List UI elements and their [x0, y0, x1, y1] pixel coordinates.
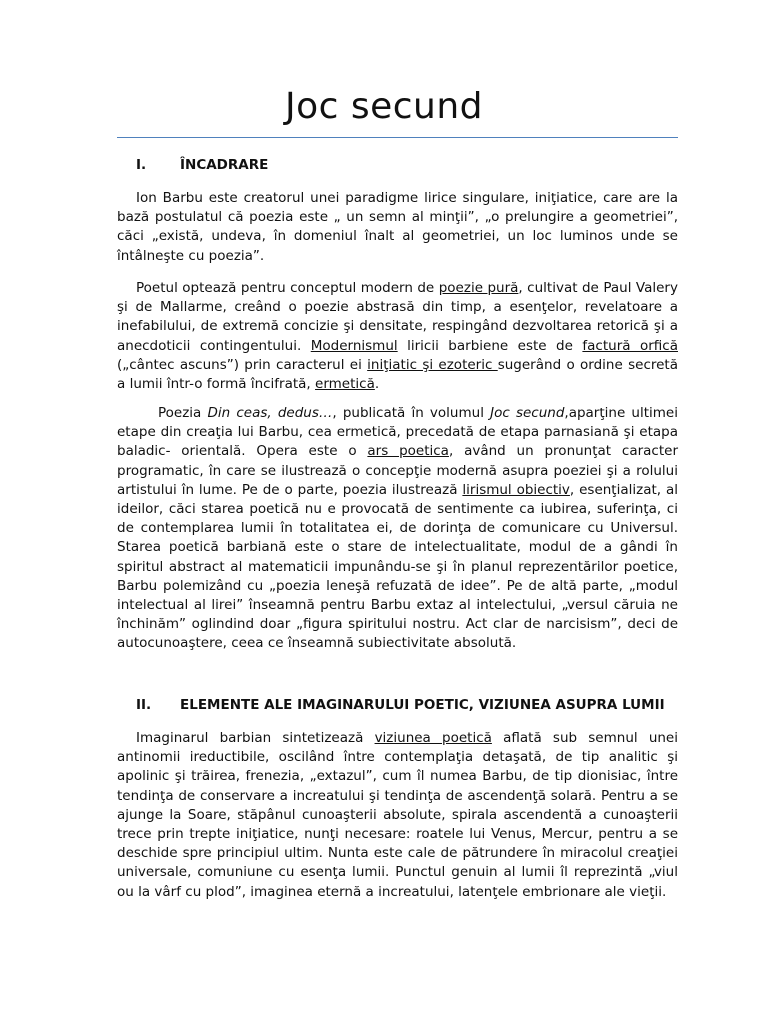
section-elemente-imaginar: [117, 697, 678, 713]
paragraph-block: [117, 279, 678, 394]
text-run: Poetul optează pentru conceptul modern de: [136, 280, 439, 296]
text-run: Ion Barbu este creatorul unei paradigme lirice singulare, iniţiatice, care are la bază postulatul că poezia este „ un semn al minţii”, „o prelungire a geometriei”, căci „există, undeva, în domeniul înalt al geometriei, un loc luminos unde se întâlneşte cu poezia”.: [117, 190, 678, 264]
text-run: , având un pronunţat caracter programatic, în care se ilustrează o concepţie modernă asupra poeziei şi a rolului artistului în lume. Pe de o parte, poezia ilustrează: [117, 443, 679, 498]
underlined-term: iniţiatic şi ezoteric: [367, 356, 498, 373]
text-run: liricii barbiene este de: [397, 337, 583, 354]
paragraph-block: [117, 729, 678, 902]
text-run: Imaginarul barbian sintetizează: [136, 730, 375, 746]
title-underline-rule: [117, 137, 678, 138]
section-heading-text: ELEMENTE ALE IMAGINARULUI POETIC, VIZIUNEA ASUPRA LUMII: [180, 697, 665, 713]
text-run: Poezia: [158, 405, 208, 421]
text-run: aflată sub semnul unei antinomii ireductibile, oscilând între contemplaţia detaşată, de tip analitic şi apolinic şi trăirea, frenezia, „extazul”, cum îl numea Barbu, de tip dionisiac, între tendinţa de conservare a increatului şi tendinţa de ascendenţă solară. Pentru a se ajunge la Soare, stăpânul cunoaşterii absolute, spirala ascendentă a cunoaşterii trece prin trepte iniţiatice, nunţi necesare: roatele lui Venus, Mercur, pentru a se deschide spre principiul ultim. Nunta este cale de pătrundere în miracolul creaţiei universale, comuniune cu esenţa lumii. Punctul genuin al lumii îl reprezintă „viul ou la vârf cu plod”, imaginea eternă a increatului, latenţele embrionare ale vieţii.: [117, 730, 678, 900]
underlined-term: ars poetica: [367, 443, 449, 460]
paragraph: [117, 404, 678, 654]
text-run: („cântec ascuns”) prin caracterul ei: [117, 356, 368, 373]
text-run: ,aparţine ultimei etape din creaţia lui Barbu, cea ermetică, precedată de etapa parnasiană şi etapa baladic- orientală. Opera este o: [117, 405, 678, 460]
section-heading: [117, 157, 678, 173]
document-title: Joc secund: [284, 86, 484, 127]
underlined-term: factură orfică: [582, 337, 678, 354]
italic-title: Din ceas, dedus…: [207, 405, 333, 421]
underlined-term: poezie pură: [438, 280, 519, 296]
text-run: , esenţializat, al ideilor, căci starea poetică nu e provocată de sentimente ca iubirea, suferinţa, ci de contemplarea lumii în totalitatea ei, de dorinţa de comunicare cu Universul. Starea poetică barbiană este o stare de intelectualitate, modul de a gândi în spiritul abstract al matematicii impunându-se şi în planul reprezentărilor poetice, Barbu polemizând cu „poezia leneşă refuzată de idee”. Pe de altă parte, „modul intelectual al lirei” înseamnă pentru Barbu extaz al intelectului, „versul căruia ne închinăm” oglindind doar „figura spiritului nostru. Act clar de narcisism”, deci de autocunoaştere, ceea ce înseamnă subiectivitate absolută.: [117, 481, 678, 652]
paragraph: [117, 279, 678, 394]
paragraph: [117, 729, 678, 902]
paragraph-block: [117, 404, 678, 654]
text-run: , publicată în volumul: [332, 405, 491, 421]
section-heading-text: ÎNCADRARE: [180, 157, 269, 173]
section-incadrare: [117, 157, 678, 173]
underlined-term: Modernismul: [310, 337, 398, 354]
text-run: sugerând o ordine secretă a lumii într-o formă încifrată,: [117, 356, 678, 393]
section-heading: [117, 697, 678, 713]
text-run: , cultivat de Paul Valery şi de Mallarme, creând o poezie abstrasă din timp, a esenţelor, revelatoare a inefabilului, de extremă concizie şi densitate, respingând dezvoltarea retorică şi a anecdoticii contingentului.: [117, 280, 678, 354]
underlined-term: viziunea poetică: [374, 730, 492, 746]
paragraph-block: [117, 189, 678, 266]
text-run: .: [374, 376, 380, 393]
underlined-term: lirismul obiectiv: [462, 481, 570, 498]
section-number: II.: [136, 697, 152, 713]
italic-title: Joc secund: [490, 405, 565, 421]
paragraph: [117, 189, 678, 266]
underlined-term: ermetică: [315, 376, 375, 393]
section-number: I.: [136, 157, 147, 173]
